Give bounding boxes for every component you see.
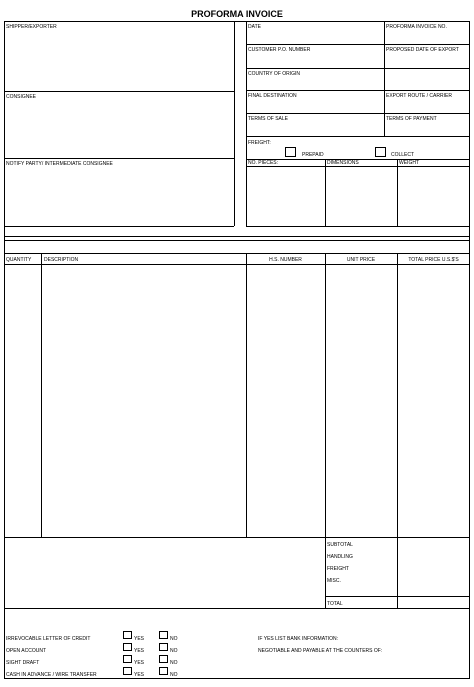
col-description: DESCRIPTION [44, 257, 79, 263]
yes-label: YES [134, 672, 145, 678]
no-checkbox[interactable] [159, 631, 168, 639]
no-label: NO [170, 660, 178, 666]
no-label: NO [170, 648, 178, 654]
header-right-rule [246, 166, 470, 167]
yes-label: YES [134, 636, 145, 642]
no-label: NO [170, 672, 178, 678]
header-left-rule [4, 226, 234, 227]
origin-label: COUNTRY OF ORIGIN [248, 71, 301, 77]
table-top-rule [4, 253, 470, 254]
consignee-label: CONSIGNEE [6, 94, 37, 100]
separator-rule [4, 236, 470, 237]
prepaid-checkbox[interactable] [285, 147, 296, 157]
col-hs-number: H.S. NUMBER [269, 257, 302, 263]
header-right-rule [246, 68, 470, 69]
yes-label: YES [134, 648, 145, 654]
col-total-price: TOTAL PRICE U.S.$'S [408, 257, 459, 263]
export-date-label: PROPOSED DATE OF EXPORT [386, 47, 459, 53]
payment-option-label: CASH IN ADVANCE / WIRE TRANSFER [6, 672, 97, 678]
payment-option-label: SIGHT DRAFT [6, 660, 40, 666]
final-destination-label: FINAL DESTINATION [248, 93, 297, 99]
prepaid-label: PREPAID [302, 152, 324, 158]
table-col-divider [41, 253, 42, 537]
dimensions-divider [397, 159, 398, 226]
shipper-label: SHIPPER/EXPORTER [6, 24, 57, 30]
col-quantity: QUANTITY [6, 257, 32, 263]
freight-label: FREIGHT: [248, 140, 271, 146]
freight-total-label: FREIGHT [327, 566, 349, 572]
no-label: NO [170, 636, 178, 642]
header-right-rule [246, 226, 470, 227]
payment-option-label: IRREVOCABLE LETTER OF CREDIT [6, 636, 91, 642]
no-checkbox[interactable] [159, 655, 168, 663]
subtotal-label: SUBTOTAL [327, 542, 353, 548]
collect-checkbox[interactable] [375, 147, 386, 157]
header-right-mid-divider [384, 21, 385, 137]
no-checkbox[interactable] [159, 667, 168, 675]
po-number-label: CUSTOMER P.O. NUMBER [248, 47, 311, 53]
misc-label: MISC. [327, 578, 341, 584]
total-label: TOTAL [327, 601, 343, 607]
header-left-divider [234, 21, 235, 226]
totals-bottom-rule [325, 596, 470, 597]
date-label: DATE [248, 24, 261, 30]
no-checkbox[interactable] [159, 643, 168, 651]
table-col-divider [325, 253, 326, 608]
page-title: PROFORMA INVOICE [191, 9, 283, 19]
header-left-rule [4, 158, 234, 159]
pieces-divider [325, 159, 326, 226]
yes-checkbox[interactable] [123, 631, 132, 639]
dimensions-label: DIMENSIONS [327, 160, 359, 166]
terms-of-payment-label: TERMS OF PAYMENT [386, 116, 437, 122]
totals-end-rule [4, 608, 470, 609]
yes-label: YES [134, 660, 145, 666]
bank-info-label: IF YES LIST BANK INFORMATION: [258, 636, 339, 642]
header-right-rule [246, 113, 470, 114]
invoice-number-label: PROFORMA INVOICE NO. [386, 24, 447, 30]
header-right-rule [246, 90, 470, 91]
yes-checkbox[interactable] [123, 667, 132, 675]
terms-of-sale-label: TERMS OF SALE [248, 116, 289, 122]
header-right-rule [246, 44, 470, 45]
table-col-divider [397, 253, 398, 608]
negotiable-label: NEGOTIABLE AND PAYABLE AT THE COUNTERS OF: [258, 648, 383, 654]
table-header-rule [4, 264, 470, 265]
collect-label: COLLECT [391, 152, 415, 158]
col-unit-price: UNIT PRICE [346, 257, 376, 263]
no-pieces-label: NO. PIECES: [248, 160, 279, 166]
payment-option-label: OPEN ACCOUNT [6, 648, 47, 654]
export-route-label: EXPORT ROUTE / CARRIER [386, 93, 452, 99]
header-left-rule [4, 91, 234, 92]
weight-label: WEIGHT [399, 160, 419, 166]
yes-checkbox[interactable] [123, 655, 132, 663]
table-col-divider [246, 253, 247, 537]
header-right-rule [246, 136, 470, 137]
separator-rule [4, 240, 470, 241]
yes-checkbox[interactable] [123, 643, 132, 651]
header-right-left-edge [246, 21, 247, 226]
notify-party-label: NOTIFY PARTY/ INTERMEDIATE CONSIGNEE [6, 161, 113, 167]
totals-top-rule [4, 537, 470, 538]
handling-label: HANDLING [327, 554, 353, 560]
